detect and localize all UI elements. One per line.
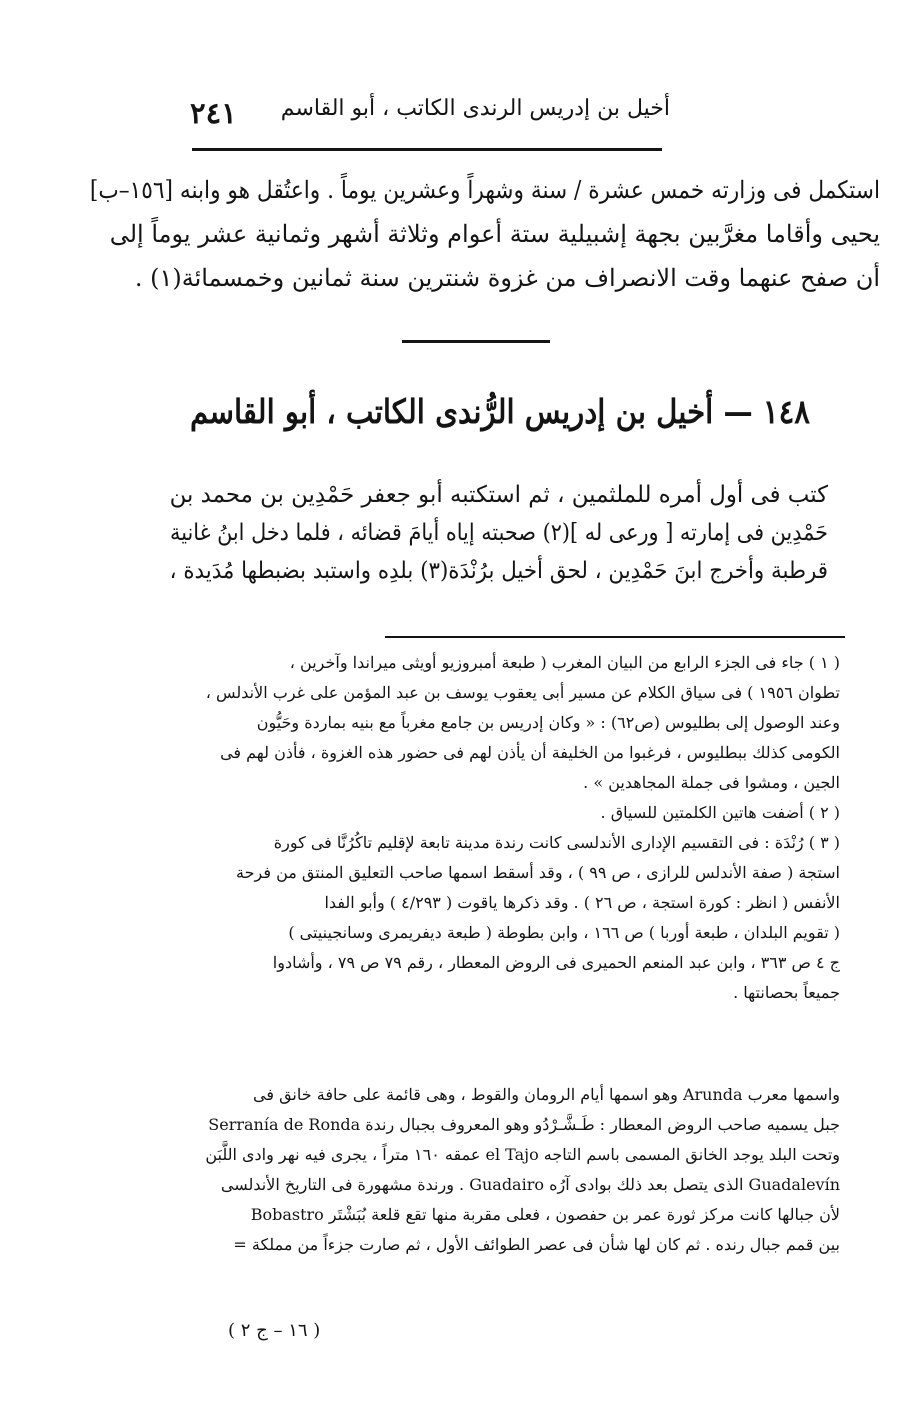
footnote-line: الجين ، ومشوا فى جملة المجاهدين » . (583, 773, 840, 792)
footnote-line: الأنفس ( انظر : كورة استجة ، ص ٢٦ ) . وقد ذكرها ياقوت ( ٤/٢٩٣ ) وأبو الفدا (324, 893, 840, 912)
footnote-line: جميعاً بحصانتها . (733, 983, 840, 1002)
footnote-line: ( ١ ) جاء فى الجزء الرابع من البيان المغرب ( طبعة أمبروزيو أويثى ميراندا وآخرين ، (289, 653, 840, 672)
paragraph-line: استكمل فى وزارته خمس عشرة / سنة وشهراً وعشرين يوماً . واعتُقل هو وابنه [١٥٦–ب] (89, 176, 880, 204)
footnote-line: ( ٢ ) أضفت هاتين الكلمتين للسياق . (600, 803, 840, 822)
section-separator (402, 340, 550, 343)
printer-signature: ( ١٦ – ج ٢ ) (228, 1320, 321, 1341)
note-line: واسمها معرب Arunda وهو اسمها أيام الرومان والقوط ، وهى قائمة على حافة خانق فى (253, 1085, 840, 1104)
top-paragraph (90, 168, 880, 300)
paragraph-line: أن صفح عنهما وقت الانصراف من غزوة شنترين سنة ثمانين وخمسمائة(١) . (134, 264, 880, 292)
paragraph-line: كتب فى أول أمره للملثمين ، ثم استكتبه أبو جعفر حَمْدِين بن محمد بن (169, 482, 828, 508)
paragraph-line: حَمْدِين فى إمارته [ ورعى له ](٢) صحبته إياه أيامَ قضائه ، فلما دخل ابنُ غانية (170, 520, 828, 546)
footnote-line: تطوان ١٩٥٦ ) فى سياق الكلام عن مسير أبى يعقوب يوسف بن عبد المؤمن على غرب الأندلس ، (205, 683, 840, 702)
entry-paragraph (170, 476, 828, 590)
footnotes (182, 648, 840, 1008)
note-line: جبل يسميه صاحب الروض المعطار : طَـشَّـرْدُو وهو المعروف بجبال رندة Serranía de Ronda (208, 1115, 840, 1134)
note-paragraph (180, 1080, 840, 1260)
footnote-line: استجة ( صفة الأندلس للرازى ، ص ٩٩ ) ، وقد أسقط اسمها صاحب التعليق المنتق من فرحة (236, 863, 840, 882)
footnote-rule (385, 636, 845, 638)
footnote-line: وعند الوصول إلى بطليوس (ص٦٢) : « وكان إدريس بن جامع مغرباً مع بنيه بماردة وحَيُّون (256, 713, 840, 732)
running-title: أخيل بن إدريس الرندى الكاتب ، أبو القاسم (280, 96, 670, 121)
footnote-line: ( ٣ ) رُنْدَة : فى التقسيم الإدارى الأندلسى كانت رندة مدينة تابعة لإقليم تاكُرُنَّا فى كورة (273, 833, 840, 852)
page-header (190, 86, 670, 132)
entry-heading: ١٤٨ — أخيل بن إدريس الرُّندى الكاتب ، أبو القاسم (190, 392, 810, 431)
page-number: ٢٤١ (190, 96, 237, 130)
note-line: وتحت البلد يوجد الخانق المسمى باسم التاجه el Tajo عمقه ١٦٠ متراً ، يجرى فيه نهر وادى اللَّبَن (205, 1145, 840, 1164)
note-line: Guadalevín الذى يتصل بعد ذلك بوادى آرُه Guadairo . ورندة مشهورة فى التاريخ الأندلسى (220, 1175, 840, 1194)
header-rule (192, 148, 662, 151)
paragraph-line: يحيى وأقاما مغرَّبين بجهة إشبيلية ستة أعوام وثلاثة أشهر وثمانية عشر يوماً إلى (109, 220, 880, 248)
footnote-line: الكومى كذلك ببطليوس ، فرغبوا من الخليفة أن يأذن لهم فى حضور هذه الغزوة ، فأذن لهم فى (220, 743, 840, 762)
paragraph-line: قرطبة وأخرج ابنَ حَمْدِين ، لحق أخيل برُنْدَة(٣) بلدِه واستبد بضبطها مُدَيدة ، (169, 558, 828, 584)
note-line: بين قمم جبال رنده . ثم كان لها شأن فى عصر الطوائف الأول ، ثم صارت جزءاً من مملكة = (233, 1235, 840, 1254)
note-line: لأن جبالها كانت مركز ثورة عمر بن حفصون ، فعلى مقربة منها تقع قلعة بُبَشْتَر Bobastro (250, 1205, 840, 1224)
footnote-line: ( تقويم البلدان ، طبعة أوربا ) ص ١٦٦ ، وابن بطوطة ( طبعة ديفريمرى وسانجينيتى ) (288, 923, 840, 942)
footnote-line: ج ٤ ص ٣٦٣ ، وابن عبد المنعم الحميرى فى الروض المعطار ، رقم ٧٩ ص ٧٩ ، وأشادوا (272, 953, 840, 972)
